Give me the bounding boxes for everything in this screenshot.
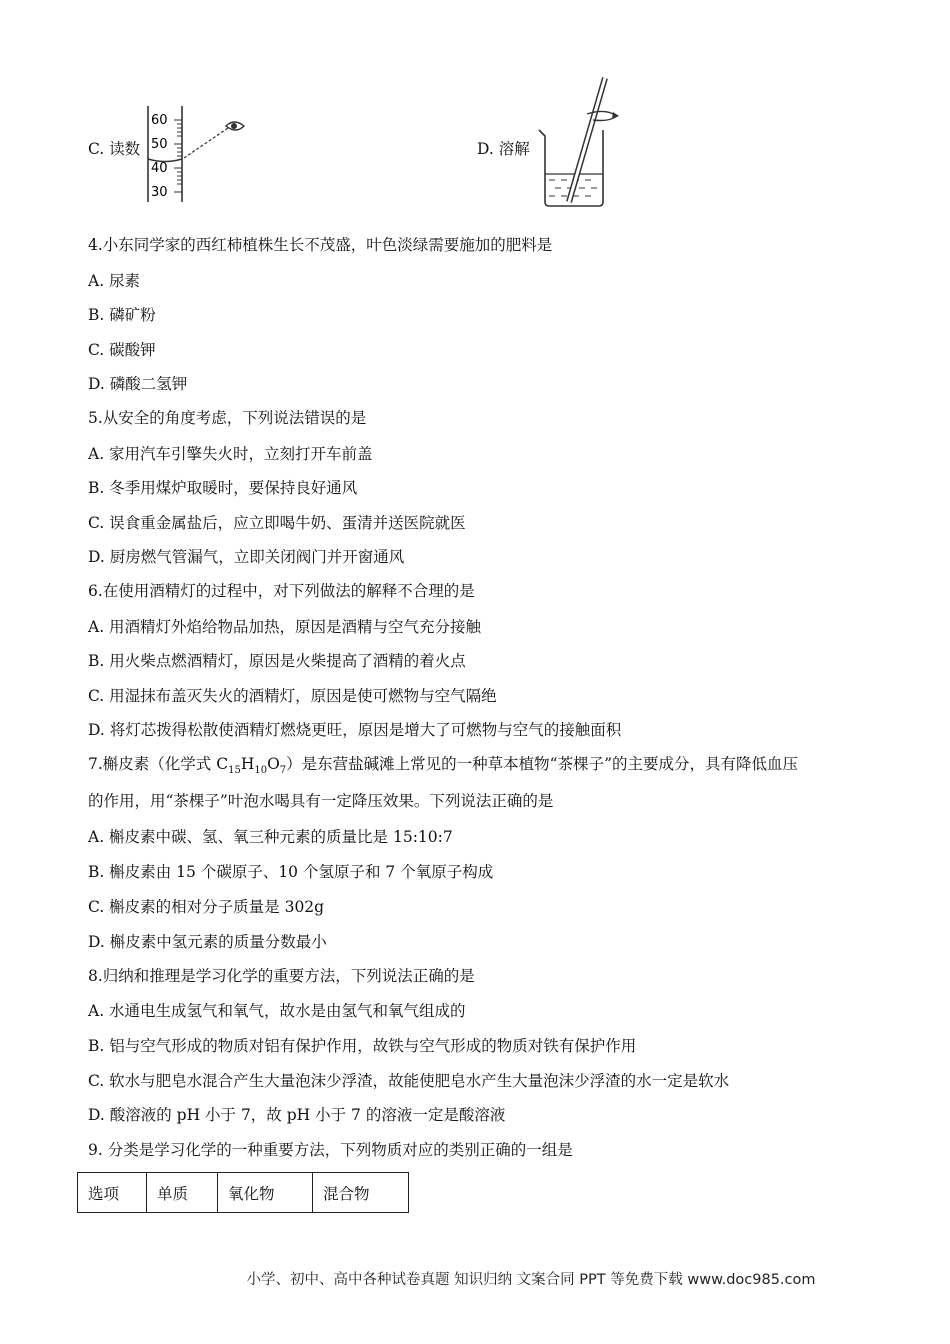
q5-stem: 5.从安全的角度考虑，下列说法错误的是 (88, 409, 367, 427)
cylinder-tick-30: 30 (151, 185, 168, 200)
q7-sub-o: 7 (279, 765, 287, 777)
q6-option-a: A. 用酒精灯外焰给物品加热，原因是酒精与空气充分接触 (88, 618, 482, 636)
q5-option-d: D. 厨房燃气管漏气，立即关闭阀门并开窗通风 (88, 548, 405, 566)
q9-stem: 9. 分类是学习化学的一种重要方法，下列物质对应的类别正确的一组是 (88, 1141, 573, 1159)
q3-option-d (477, 138, 530, 160)
q4-stem: 4.小东同学家的西红柿植株生长不茂盛，叶色淡绿需要施加的肥料是 (88, 236, 553, 254)
q6-option-b: B. 用火柴点燃酒精灯，原因是火柴提高了酒精的着火点 (88, 652, 466, 670)
cylinder-tick-60: 60 (151, 113, 168, 128)
table-header-mixture: 混合物 (313, 1173, 409, 1213)
q8-option-c: C. 软水与肥皂水混合产生大量泡沫少浮渣，故能使肥皂水产生大量泡沫少浮渣的水一定是软水 (88, 1072, 730, 1090)
q3-option-c (88, 138, 140, 160)
q6-option-c: C. 用湿抹布盖灭失火的酒精灯，原因是使可燃物与空气隔绝 (88, 687, 497, 705)
q7-option-b: B. 槲皮素由 15 个碳原子、10 个氢原子和 7 个氧原子构成 (88, 863, 494, 881)
q7-sub-c: 15 (228, 765, 241, 777)
page-footer: 小学、初中、高中各种试卷真题 知识归纳 文案合同 PPT 等免费下载 www.doc985.com (246, 1272, 816, 1288)
q8-option-a: A. 水通电生成氢气和氧气，故水是由氢气和氧气组成的 (88, 1002, 466, 1020)
cylinder-tick-50: 50 (151, 137, 168, 152)
q8-option-b: B. 铝与空气形成的物质对铝有保护作用，故铁与空气形成的物质对铁有保护作用 (88, 1037, 637, 1055)
q7-stem-line2: 的作用，用“茶棵子”叶泡水喝具有一定降压效果。下列说法正确的是 (88, 792, 554, 810)
q4-option-c: C. 碳酸钾 (88, 341, 156, 359)
table-header-element: 单质 (147, 1173, 218, 1213)
q7-option-c: C. 槲皮素的相对分子质量是 302g (88, 898, 325, 916)
q8-option-d: D. 酸溶液的 pH 小于 7，故 pH 小于 7 的溶液一定是酸溶液 (88, 1106, 506, 1124)
q7-stem-line1 (88, 753, 798, 782)
table-header-option: 选项 (78, 1173, 147, 1213)
q5-option-b: B. 冬季用煤炉取暖时，要保持良好通风 (88, 479, 358, 497)
table-header-oxide: 氧化物 (218, 1173, 313, 1213)
q7-stem-part1: 7.槲皮素（化学式 C (88, 755, 229, 773)
q7-h: H (240, 755, 255, 773)
q3-option-d-label: D. 溶解 (477, 140, 530, 158)
graduated-cylinder-figure (140, 104, 260, 204)
q4-option-d: D. 磷酸二氢钾 (88, 375, 188, 393)
q8-stem: 8.归纳和推理是学习化学的重要方法，下列说法正确的是 (88, 967, 475, 985)
q5-option-c: C. 误食重金属盐后，应立即喝牛奶、蛋清并送医院就医 (88, 514, 466, 532)
q7-option-d: D. 槲皮素中氢元素的质量分数最小 (88, 933, 327, 951)
q4-option-a: A. 尿素 (88, 272, 141, 290)
q7-o: O (267, 755, 280, 773)
beaker-stirring-figure (535, 74, 635, 209)
q3-option-c-label: C. 读数 (88, 140, 141, 158)
q7-stem-part2: ）是东营盐碱滩上常见的一种草本植物“茶棵子”的主要成分，具有降低血压 (286, 755, 799, 773)
q7-option-a: A. 槲皮素中碳、氢、氧三种元素的质量比是 15:10:7 (88, 828, 453, 846)
q6-stem: 6.在使用酒精灯的过程中，对下列做法的解释不合理的是 (88, 582, 475, 600)
table-row (78, 1173, 409, 1213)
q6-option-d: D. 将灯芯拨得松散使酒精灯燃烧更旺，原因是增大了可燃物与空气的接触面积 (88, 721, 622, 739)
cylinder-tick-40: 40 (151, 161, 168, 176)
q9-options-table (77, 1172, 409, 1213)
q4-option-b: B. 磷矿粉 (88, 306, 156, 324)
q7-sub-h: 10 (254, 765, 268, 777)
q5-option-a: A. 家用汽车引擎失火时，立刻打开车前盖 (88, 445, 373, 463)
